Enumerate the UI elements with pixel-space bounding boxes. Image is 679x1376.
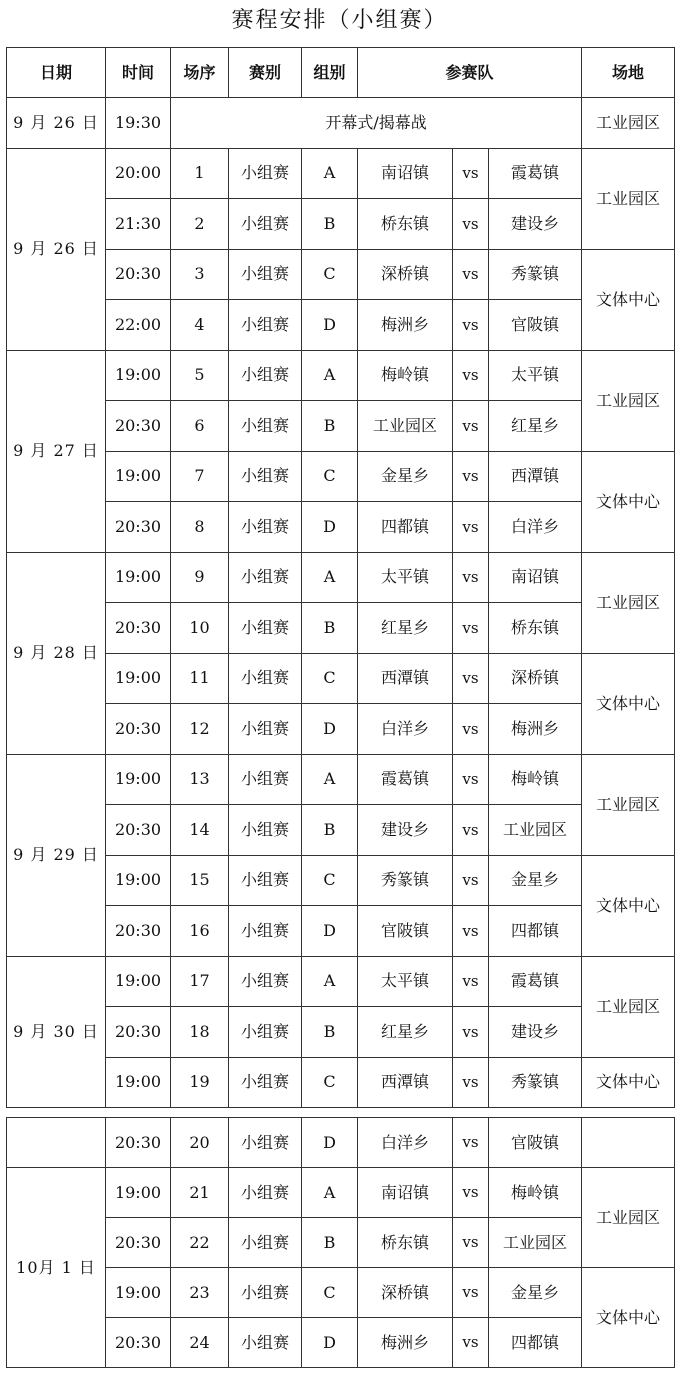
match-seq: 2 [171,199,229,250]
match-seq: 11 [171,653,229,704]
vs-label: vs [453,300,489,351]
match-time: 20:30 [106,1007,171,1058]
match-group: B [302,401,358,452]
match-group: B [302,1007,358,1058]
match-time: 20:30 [106,249,171,300]
match-type: 小组赛 [229,704,302,755]
match-group: D [302,1318,358,1368]
match-group: B [302,199,358,250]
vs-label: vs [453,1057,489,1108]
match-type: 小组赛 [229,1057,302,1108]
match-row [7,1218,675,1268]
vs-label: vs [453,754,489,805]
match-venue: 文体中心 [582,653,675,754]
match-date: 9 月 27 日 [7,350,106,552]
match-time: 19:00 [106,1168,171,1218]
home-team: 深桥镇 [358,1268,453,1318]
match-type: 小组赛 [229,956,302,1007]
match-row [7,1007,675,1058]
match-venue: 工业园区 [582,148,675,249]
match-date [7,1118,106,1168]
vs-label: vs [453,1168,489,1218]
match-row [7,451,675,502]
match-seq: 6 [171,401,229,452]
match-row [7,1168,675,1218]
match-type: 小组赛 [229,653,302,704]
match-type: 小组赛 [229,401,302,452]
away-team: 霞葛镇 [489,956,582,1007]
match-venue [582,1118,675,1168]
vs-label: vs [453,603,489,654]
match-seq: 16 [171,906,229,957]
vs-label: vs [453,1318,489,1368]
away-team: 官陂镇 [489,1118,582,1168]
home-team: 红星乡 [358,1007,453,1058]
match-time: 20:30 [106,1318,171,1368]
match-seq: 22 [171,1218,229,1268]
match-time: 20:30 [106,805,171,856]
match-type: 小组赛 [229,855,302,906]
away-team: 秀篆镇 [489,1057,582,1108]
match-seq: 15 [171,855,229,906]
home-team: 梅岭镇 [358,350,453,401]
home-team: 桥东镇 [358,1218,453,1268]
away-team: 红星乡 [489,401,582,452]
vs-label: vs [453,401,489,452]
away-team: 官陂镇 [489,300,582,351]
home-team: 秀篆镇 [358,855,453,906]
vs-label: vs [453,805,489,856]
match-seq: 7 [171,451,229,502]
home-team: 金星乡 [358,451,453,502]
match-group: A [302,754,358,805]
vs-label: vs [453,249,489,300]
header-row [7,48,675,98]
match-group: C [302,451,358,502]
home-team: 深桥镇 [358,249,453,300]
match-group: A [302,956,358,1007]
match-seq: 1 [171,148,229,199]
vs-label: vs [453,350,489,401]
match-date: 9 月 29 日 [7,754,106,956]
match-group: D [302,300,358,351]
match-seq: 20 [171,1118,229,1168]
match-type: 小组赛 [229,451,302,502]
header-time: 时间 [106,48,171,98]
match-venue: 文体中心 [582,1268,675,1368]
match-seq: 14 [171,805,229,856]
page-title: 赛程安排（小组赛） [231,8,448,33]
match-time: 20:30 [106,1218,171,1268]
match-time: 19:00 [106,1057,171,1108]
match-group: B [302,805,358,856]
home-team: 西潭镇 [358,653,453,704]
vs-label: vs [453,956,489,1007]
schedule-table [6,47,675,1108]
match-venue: 文体中心 [582,249,675,350]
match-seq: 9 [171,552,229,603]
match-venue: 工业园区 [582,1168,675,1268]
home-team: 四都镇 [358,502,453,553]
match-group: C [302,1268,358,1318]
match-type: 小组赛 [229,1318,302,1368]
header-date: 日期 [7,48,106,98]
match-type: 小组赛 [229,199,302,250]
match-type: 小组赛 [229,1218,302,1268]
match-venue: 文体中心 [582,1057,675,1108]
match-seq: 5 [171,350,229,401]
match-seq: 21 [171,1168,229,1218]
match-type: 小组赛 [229,906,302,957]
match-row [7,653,675,704]
match-group: A [302,1168,358,1218]
home-team: 西潭镇 [358,1057,453,1108]
match-row [7,805,675,856]
home-team: 官陂镇 [358,906,453,957]
match-type: 小组赛 [229,754,302,805]
match-row [7,552,675,603]
away-team: 四都镇 [489,1318,582,1368]
match-row [7,1268,675,1318]
match-time: 20:30 [106,1118,171,1168]
match-row [7,1118,675,1168]
header-seq: 场序 [171,48,229,98]
vs-label: vs [453,148,489,199]
home-team: 工业园区 [358,401,453,452]
match-time: 20:00 [106,148,171,199]
home-team: 梅洲乡 [358,300,453,351]
away-team: 建设乡 [489,1007,582,1058]
match-type: 小组赛 [229,300,302,351]
match-seq: 24 [171,1318,229,1368]
vs-label: vs [453,1268,489,1318]
away-team: 工业园区 [489,805,582,856]
away-team: 梅岭镇 [489,1168,582,1218]
match-venue: 工业园区 [582,754,675,855]
match-venue: 文体中心 [582,451,675,552]
match-time: 19:00 [106,956,171,1007]
match-group: D [302,502,358,553]
match-date: 9 月 26 日 [7,148,106,350]
schedule-table-continued [6,1117,675,1368]
opening-venue: 工业园区 [582,98,675,149]
opening-desc: 开幕式/揭幕战 [171,98,582,149]
home-team: 白洋乡 [358,1118,453,1168]
away-team: 四都镇 [489,906,582,957]
match-time: 20:30 [106,401,171,452]
opening-date: 9 月 26 日 [7,98,106,149]
away-team: 金星乡 [489,855,582,906]
match-date: 10月 1 日 [7,1168,106,1368]
match-group: A [302,350,358,401]
header-teams: 参赛队 [358,48,582,98]
away-team: 霞葛镇 [489,148,582,199]
match-venue: 工业园区 [582,350,675,451]
header-venue: 场地 [582,48,675,98]
match-time: 20:30 [106,603,171,654]
match-type: 小组赛 [229,1007,302,1058]
home-team: 太平镇 [358,956,453,1007]
home-team: 霞葛镇 [358,754,453,805]
away-team: 深桥镇 [489,653,582,704]
match-group: B [302,603,358,654]
away-team: 金星乡 [489,1268,582,1318]
vs-label: vs [453,199,489,250]
match-row [7,704,675,755]
match-row [7,906,675,957]
home-team: 梅洲乡 [358,1318,453,1368]
match-seq: 12 [171,704,229,755]
match-type: 小组赛 [229,805,302,856]
vs-label: vs [453,451,489,502]
vs-label: vs [453,1007,489,1058]
match-time: 20:30 [106,906,171,957]
match-type: 小组赛 [229,148,302,199]
match-row [7,1057,675,1108]
match-row [7,401,675,452]
match-group: C [302,1057,358,1108]
vs-label: vs [453,1118,489,1168]
away-team: 建设乡 [489,199,582,250]
match-group: D [302,1118,358,1168]
away-team: 西潭镇 [489,451,582,502]
match-venue: 文体中心 [582,855,675,956]
match-seq: 19 [171,1057,229,1108]
match-group: C [302,653,358,704]
match-seq: 18 [171,1007,229,1058]
vs-label: vs [453,1218,489,1268]
match-seq: 3 [171,249,229,300]
match-row [7,1318,675,1368]
away-team: 桥东镇 [489,603,582,654]
home-team: 红星乡 [358,603,453,654]
match-seq: 4 [171,300,229,351]
match-group: D [302,704,358,755]
match-type: 小组赛 [229,502,302,553]
match-group: A [302,552,358,603]
match-row [7,249,675,300]
home-team: 建设乡 [358,805,453,856]
match-time: 22:00 [106,300,171,351]
match-type: 小组赛 [229,249,302,300]
match-date: 9 月 30 日 [7,956,106,1108]
away-team: 工业园区 [489,1218,582,1268]
match-type: 小组赛 [229,552,302,603]
match-seq: 23 [171,1268,229,1318]
home-team: 南诏镇 [358,1168,453,1218]
match-type: 小组赛 [229,350,302,401]
match-row [7,855,675,906]
match-row [7,502,675,553]
match-time: 19:00 [106,552,171,603]
match-time: 19:00 [106,1268,171,1318]
match-row [7,199,675,250]
away-team: 梅岭镇 [489,754,582,805]
away-team: 南诏镇 [489,552,582,603]
match-row [7,603,675,654]
match-seq: 13 [171,754,229,805]
vs-label: vs [453,704,489,755]
match-group: C [302,249,358,300]
vs-label: vs [453,906,489,957]
match-row [7,300,675,351]
match-group: B [302,1218,358,1268]
home-team: 桥东镇 [358,199,453,250]
match-seq: 10 [171,603,229,654]
opening-row [7,98,675,149]
home-team: 南诏镇 [358,148,453,199]
away-team: 太平镇 [489,350,582,401]
match-type: 小组赛 [229,1118,302,1168]
match-seq: 8 [171,502,229,553]
match-venue: 工业园区 [582,552,675,653]
match-time: 19:00 [106,855,171,906]
home-team: 白洋乡 [358,704,453,755]
vs-label: vs [453,855,489,906]
vs-label: vs [453,502,489,553]
match-row [7,754,675,805]
vs-label: vs [453,552,489,603]
match-type: 小组赛 [229,603,302,654]
away-team: 梅洲乡 [489,704,582,755]
match-time: 19:00 [106,451,171,502]
match-row [7,148,675,199]
away-team: 秀篆镇 [489,249,582,300]
away-team: 白洋乡 [489,502,582,553]
match-type: 小组赛 [229,1168,302,1218]
vs-label: vs [453,653,489,704]
match-time: 19:00 [106,754,171,805]
match-group: D [302,906,358,957]
header-type: 赛别 [229,48,302,98]
match-date: 9 月 28 日 [7,552,106,754]
header-group: 组别 [302,48,358,98]
match-seq: 17 [171,956,229,1007]
match-time: 20:30 [106,704,171,755]
match-row [7,350,675,401]
match-time: 19:00 [106,350,171,401]
match-row [7,956,675,1007]
home-team: 太平镇 [358,552,453,603]
match-venue: 工业园区 [582,956,675,1057]
match-time: 19:00 [106,653,171,704]
match-time: 20:30 [106,502,171,553]
match-group: A [302,148,358,199]
match-time: 21:30 [106,199,171,250]
opening-time: 19:30 [106,98,171,149]
match-group: C [302,855,358,906]
match-type: 小组赛 [229,1268,302,1318]
